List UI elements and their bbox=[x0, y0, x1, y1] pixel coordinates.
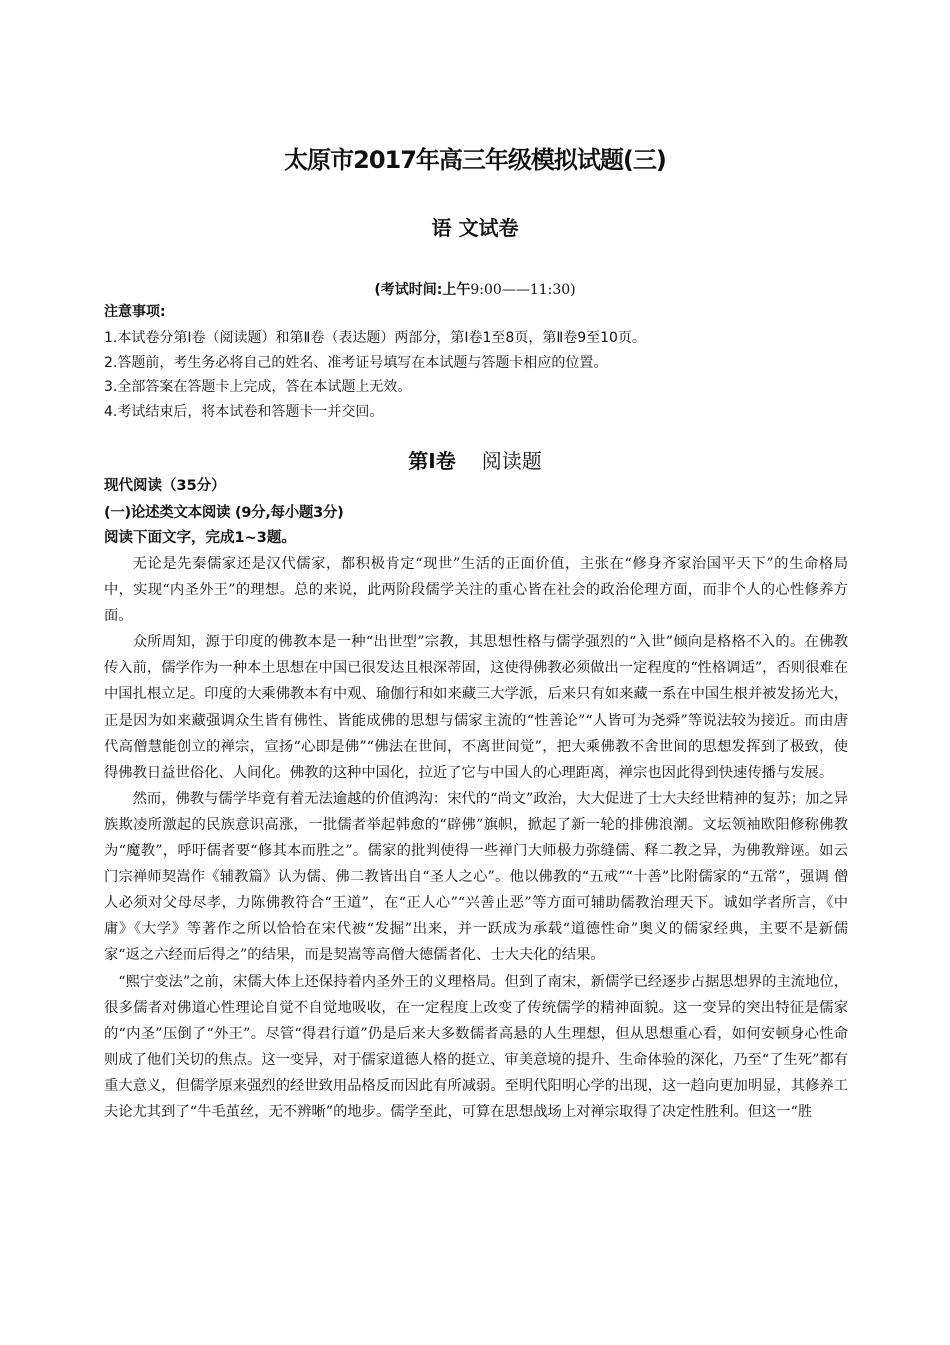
exam-time bbox=[0, 280, 950, 300]
passage-paragraph: 众所周知，源于印度的佛教本是一种“出世型”宗教，其思想性格与儒学强烈的“入世”倾向是格格不入的。在佛教传入前，儒学作为一种本土思想在中国已很发达且根深蒂固，这使得佛教必须做出一定程度的“性格调适”，否则很难在中国扎根立足。印度的大乘佛教本有中观、瑜伽行和如来藏三大学派，后来只有如来藏一系在中国生根并被发扬光大，正是因为如来藏强调众生皆有佛性、皆能成佛的思想与儒家主流的“性善论”“人皆可为尧舜”等说法较为接近。而由唐代高僧慧能创立的禅宗，宣扬“心即是佛”“佛法在世间，不离世间觉”，把大乘佛教不舍世间的思想发挥到了极致，使得佛教日益世俗化、人间化。佛教的这种中国化，拉近了它与中国人的心理距离，禅宗也因此得到快速传播与发展。 bbox=[104, 634, 848, 781]
notice-item: 4.考试结束后，将本试卷和答题卡一并交回。 bbox=[104, 403, 384, 420]
part-heading: (一)论述类文本阅读 (9分,每小题3分) bbox=[104, 505, 344, 521]
exam-subject: 语 文试卷 bbox=[431, 216, 519, 240]
notice-heading: 注意事项: bbox=[104, 304, 166, 320]
exam-title: 太原市2017年高三年级模拟试题(三) bbox=[284, 146, 666, 174]
exam-time-label: (考试时间:上午 bbox=[374, 282, 471, 298]
section-number: 第Ⅰ卷 bbox=[408, 449, 456, 473]
passage-paragraph: 无论是先秦儒家还是汉代儒家，都积极肯定“现世”生活的正面价值，主张在“修身齐家治国平天下”的生命格局中，实现“内圣外王”的理想。总的来说，此两阶段儒学关注的重心皆在社会的政治伦理方面，而非个人的心性修养方面。 bbox=[104, 556, 848, 625]
section-title bbox=[0, 446, 950, 476]
modern-reading-heading: 现代阅读（35分） bbox=[104, 478, 226, 494]
reading-instruction: 阅读下面文字，完成1~3题。 bbox=[104, 530, 296, 546]
notice-item: 3.全部答案在答题卡上完成，答在本试题上无效。 bbox=[104, 379, 412, 395]
section-name: 阅读题 bbox=[481, 449, 542, 473]
notice-item: 2.答题前，考生务必将自己的姓名、准考证号填写在本试题与答题卡相应的位置。 bbox=[104, 354, 608, 371]
notice-item: 1.本试卷分第Ⅰ卷（阅读题）和第Ⅱ卷（表达题）两部分，第Ⅰ卷1至8页，第Ⅱ卷9至10页。 bbox=[104, 330, 646, 346]
notice-list bbox=[104, 326, 864, 424]
reading-passage bbox=[104, 551, 848, 1125]
passage-paragraph: “熙宁变法”之前，宋儒大体上还保持着内圣外王的义理格局。但到了南宋，新儒学已经逐步占据思想界的主流地位，很多儒者对佛道心性理论自觉不自觉地吸收，在一定程度上改变了传统儒学的精神面貌。这一变异的突出特征是儒家的“内圣”压倒了“外王”。尽管“得君行道”仍是后来大多数儒者高悬的人生理想，但从思想重心看，如何安顿身心性命则成了他们关切的焦点。这一变异，对于儒家道德人格的挺立、审美意境的提升、生命体验的深化，乃至“了生死”都有重大意义，但儒学原来强烈的经世致用品格反而因此有所减弱。至明代阳明心学的出现，这一趋向更加明显，其修养工夫论尤其到了“牛毛茧丝，无不辨晰”的地步。儒学至此，可算在思想战场上对禅宗取得了决定性胜利。但这一“胜 bbox=[104, 973, 848, 1120]
passage-paragraph: 然而，佛教与儒学毕竟有着无法逾越的价值鸿沟：宋代的“尚文”政治，大大促进了士大夫经世精神的复苏；加之异族欺凌所激起的民族意识高涨，一批儒者举起韩愈的“辟佛”旗帜，掀起了新一轮的排佛浪潮。文坛领袖欧阳修称佛教为“魔教”，呼吁儒者要“修其本而胜之”。儒家的批判使得一些禅门大师极力弥缝儒、释二教之异，为佛教辩诬。如云门宗禅师契嵩作《辅教篇》认为儒、佛二教皆出自“圣人之心”。他以佛教的“五戒”“十善”比附儒家的“五常”，强调 僧人必须对父母尽孝，力陈佛教符合“王道”，在“正人心”“兴善止恶”等方面可辅助儒教治理天下。诚如学者所言，《中庸》《大学》等著作之所以恰恰在宋代被“发掘”出来，并一跃成为承载“道德性命”奥义的儒家经典，主要不是新儒家“返之六经而后得之”的结果，而是契嵩等高僧大德儒者化、士大夫化的结果。 bbox=[104, 790, 848, 964]
exam-time-value: 9:00——11:30) bbox=[470, 282, 576, 298]
